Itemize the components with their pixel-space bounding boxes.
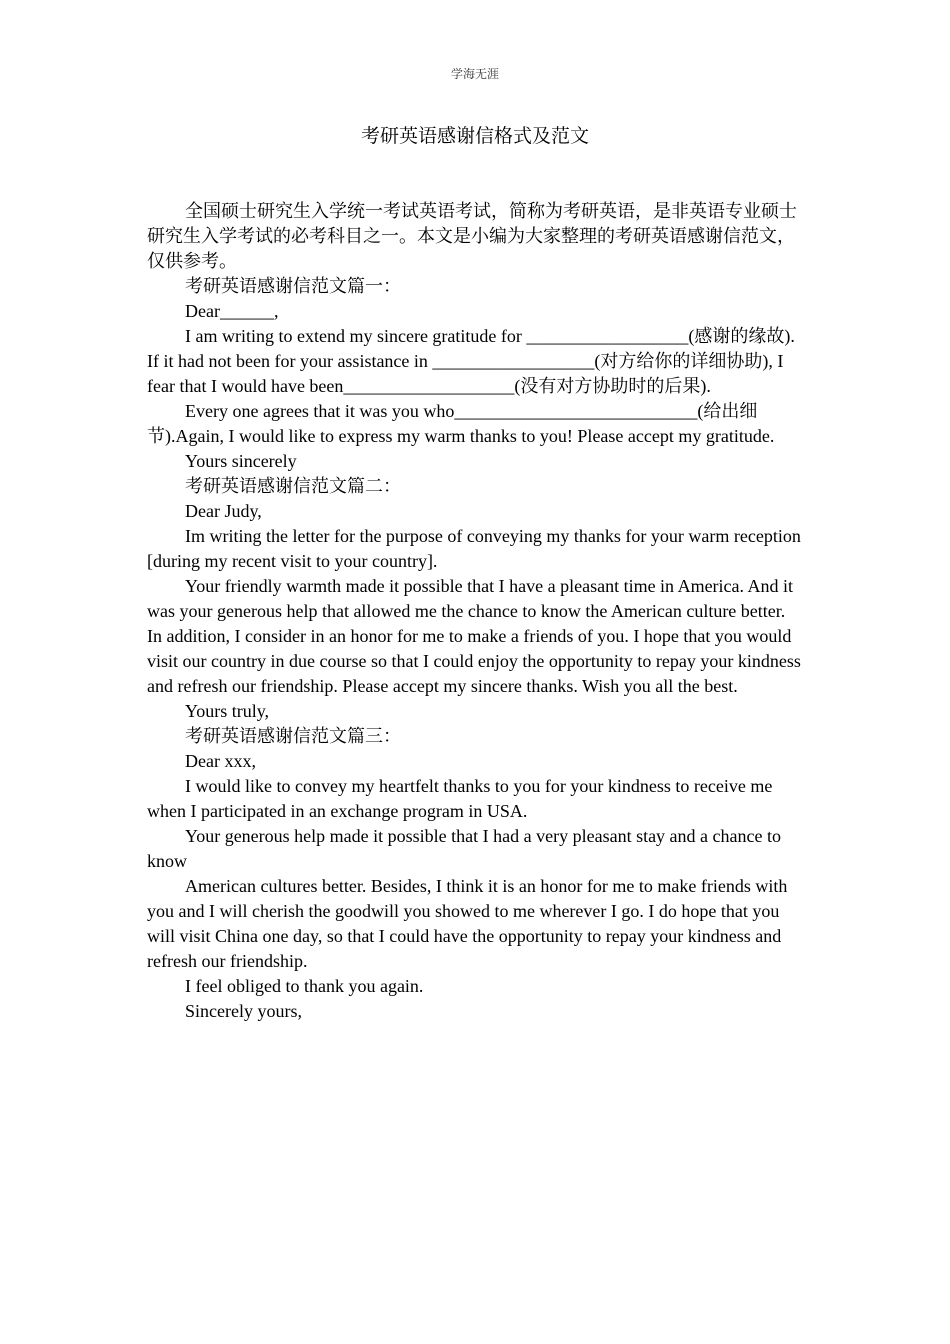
- salutation: Dear Judy,: [185, 501, 262, 521]
- page-header: 学海无涯: [450, 67, 499, 81]
- salutation: Dear xxx,: [185, 751, 256, 771]
- document-title: 考研英语感谢信格式及范文: [360, 126, 589, 147]
- document-body: [147, 199, 803, 1024]
- sample-one-heading: 考研英语感谢信范文篇一：: [185, 276, 401, 296]
- closing: Sincerely yours,: [185, 1001, 302, 1021]
- body-paragraph: Your generous help made it possible that I had a very pleasant stay and a chance to know: [147, 826, 781, 871]
- intro-paragraph: 全国硕士研究生入学统一考试英语考试，简称为考研英语，是非英语专业硕士研究生入学考试的必考科目之一。本文是小编为大家整理的考研英语感谢信范文，仅供参考。: [147, 201, 797, 271]
- body-paragraph: I would like to convey my heartfelt thanks to you for your kindness to receive me when I participated in an exchange program in USA.: [147, 776, 773, 821]
- body-paragraph: Im writing the letter for the purpose of conveying my thanks for your warm reception [during my recent visit to your country].: [147, 526, 801, 571]
- sample-two-heading: 考研英语感谢信范文篇二：: [185, 476, 401, 496]
- closing: Yours truly,: [185, 701, 270, 721]
- body-paragraph: American cultures better. Besides, I think it is an honor for me to make friends with you and I will cherish the goodwill you showed to me wherever I go. I do hope that you will visit China one day, so that I could have the opportunity to repay your kindness and refresh our friendship.: [147, 876, 788, 971]
- closing: Yours sincerely: [185, 451, 297, 471]
- body-paragraph: Every one agrees that it was you who___________________________(给出细节).Again, I would like to express my warm thanks to you! Please accept my gratitude.: [147, 401, 775, 446]
- body-paragraph: Your friendly warmth made it possible that I have a pleasant time in America. And it was your generous help that allowed me the chance to know the American culture better. In addition, I consider in an honor for me to make a friends of you. I hope that you would visit our country in due course so that I could enjoy the opportunity to repay your kindness and refresh our friendship. Please accept my sincere thanks. Wish you all the best.: [147, 576, 801, 696]
- sample-three-heading: 考研英语感谢信范文篇三：: [185, 726, 401, 746]
- body-paragraph: I am writing to extend my sincere gratitude for __________________(感谢的缘故). If it had not been for your assistance in __________________(对方给你的详细协助), I fear that I would have been___________________(没有对方协助时的后果).: [147, 326, 795, 396]
- body-paragraph: I feel obliged to thank you again.: [185, 976, 424, 996]
- salutation: Dear______,: [185, 301, 279, 321]
